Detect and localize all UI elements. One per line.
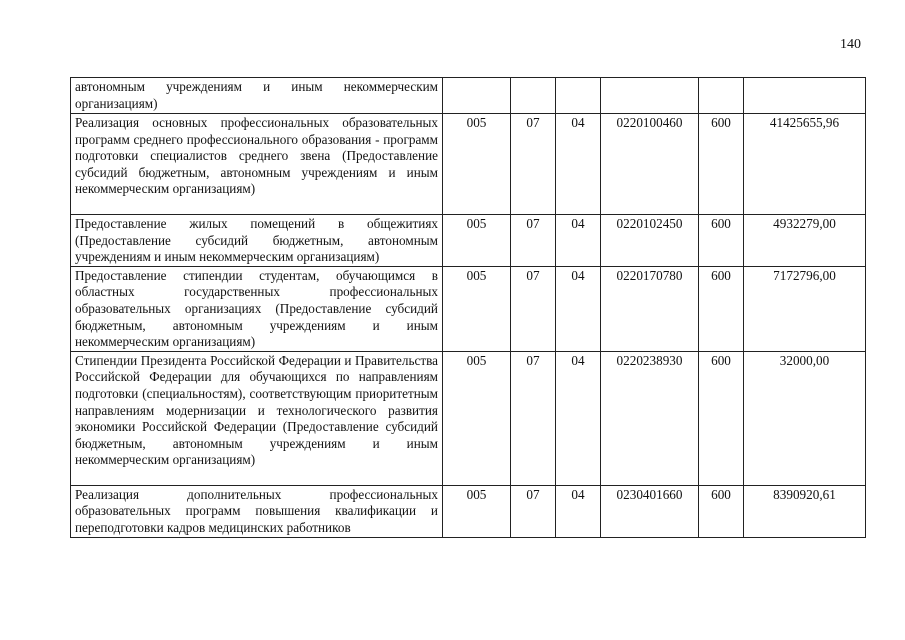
table-row	[71, 485, 866, 537]
row-expense-type-code: 600	[699, 485, 744, 537]
row-description: Реализация основных профессиональных образовательных программ среднего профессионального образования - программ подготовки специалистов среднего звена (Предоставление субсидий бюджетным, автономным учреждениям и иным некоммерческим организациям)	[71, 114, 443, 215]
row-amount: 4932279,00	[744, 215, 866, 267]
row-amount: 32000,00	[744, 351, 866, 485]
row-grbs-code: 005	[443, 266, 511, 351]
row-expense-type-code: 600	[699, 215, 744, 267]
row-section-code: 07	[511, 215, 556, 267]
table-row	[71, 78, 866, 114]
row-target-article-code	[601, 78, 699, 114]
table-row	[71, 215, 866, 267]
row-section-code: 07	[511, 485, 556, 537]
table-row	[71, 351, 866, 485]
row-grbs-code: 005	[443, 485, 511, 537]
row-description: автономным учреждениям и иным некоммерческим организациям)	[71, 78, 443, 114]
row-subsection-code: 04	[556, 114, 601, 215]
page-number: 140	[840, 37, 861, 52]
row-target-article-code: 0220238930	[601, 351, 699, 485]
row-subsection-code: 04	[556, 485, 601, 537]
row-grbs-code: 005	[443, 351, 511, 485]
row-amount: 7172796,00	[744, 266, 866, 351]
row-section-code	[511, 78, 556, 114]
row-grbs-code	[443, 78, 511, 114]
row-grbs-code: 005	[443, 215, 511, 267]
row-section-code: 07	[511, 266, 556, 351]
row-description: Реализация дополнительных профессиональных образовательных программ повышения квалификации и переподготовки кадров медицинских работников	[71, 485, 443, 537]
table-row	[71, 266, 866, 351]
row-expense-type-code: 600	[699, 266, 744, 351]
row-description: Предоставление стипендии студентам, обучающимся в областных государственных профессиональных образовательных организациях (Предоставление субсидий бюджетным, автономным учреждениям и иным некоммерческим организациям)	[71, 266, 443, 351]
budget-table	[70, 77, 866, 538]
row-description: Стипендии Президента Российской Федерации и Правительства Российской Федерации для обучающихся по направлениям подготовки (специальностям), соответствующим приоритетным направлениям модернизации и технологического развития экономики Российской Федерации (Предоставление субсидий бюджетным, автономным учреждениям и иным некоммерческим организациям)	[71, 351, 443, 485]
row-description: Предоставление жилых помещений в общежитиях (Предоставление субсидий бюджетным, автономным учреждениям и иным некоммерческим организациям)	[71, 215, 443, 267]
row-subsection-code: 04	[556, 351, 601, 485]
row-subsection-code: 04	[556, 266, 601, 351]
row-target-article-code: 0220102450	[601, 215, 699, 267]
row-amount: 8390920,61	[744, 485, 866, 537]
row-target-article-code: 0230401660	[601, 485, 699, 537]
row-target-article-code: 0220100460	[601, 114, 699, 215]
row-expense-type-code: 600	[699, 351, 744, 485]
row-target-article-code: 0220170780	[601, 266, 699, 351]
row-subsection-code	[556, 78, 601, 114]
row-subsection-code: 04	[556, 215, 601, 267]
row-section-code: 07	[511, 114, 556, 215]
row-grbs-code: 005	[443, 114, 511, 215]
row-amount	[744, 78, 866, 114]
table-row	[71, 114, 866, 215]
row-expense-type-code	[699, 78, 744, 114]
row-expense-type-code: 600	[699, 114, 744, 215]
row-amount: 41425655,96	[744, 114, 866, 215]
row-section-code: 07	[511, 351, 556, 485]
